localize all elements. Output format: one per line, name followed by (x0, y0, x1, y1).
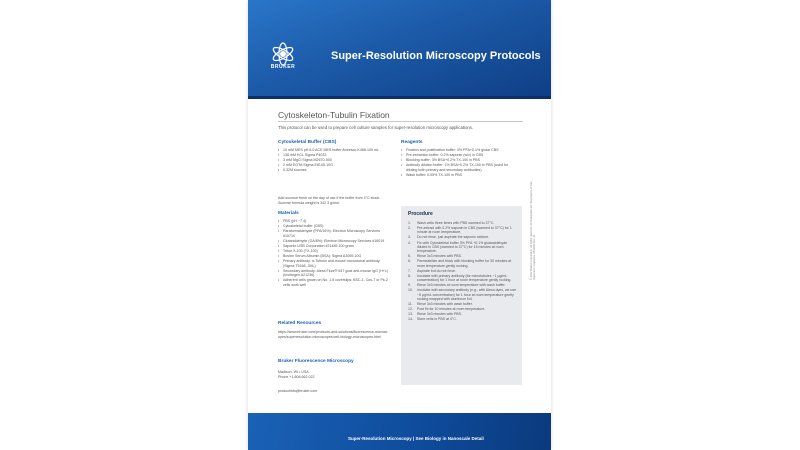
list-item: • Antibody dilution buffer: 1% BSA+0.2% TX-100 in PBS (used for diluting both primary and secondary antibodies) (401, 163, 519, 172)
procedure-steps (408, 221, 518, 322)
title-divider (278, 121, 523, 122)
list-item: • 10 mM MES pH 6.0 ACE MES buffer Amresco K488-100 mL (278, 148, 390, 153)
page-title: Cytoskeleton-Tubulin Fixation (278, 110, 390, 120)
related-heading: Related Resources (278, 321, 322, 326)
list-item: • PBS (pH ~7.4) (278, 219, 390, 224)
procedure-step: 7. Aspirate but do not rinse. (408, 268, 456, 273)
procedure-panel (401, 206, 522, 385)
list-item: • Blocking buffer: 3% BSA+0.2% TX-100 in PBS (401, 158, 519, 163)
list-item: • Secondary antibody: Alexa Fluor® 647 goat anti-mouse IgG (H+L) (Invitrogen A21236) (278, 269, 390, 278)
procedure-step: 3. Do not rinse, just aspirate the saponin mixture. (408, 235, 490, 240)
cbs-note: Add sucrose fresh on the day of use if the buffer from 4°C stock. Sucrose formula weight is 342.3 g/mol. (278, 196, 381, 205)
related-link[interactable]: https://www.bruker.com/products-and-solutions/fluorescence-microscopes/superresolution-microscopes/cell-biology-microscopes.html (278, 330, 388, 339)
list-item: • Glutaraldehyde (GA/8%): Electron Microscopy Services #16019 (278, 239, 390, 244)
procedure-step: 8. Incubate with primary antibody (for microtubules ~1 µg/mL concentration) for 1 hour at room temperature gently rocking. (408, 273, 512, 283)
footer-banner (248, 413, 551, 450)
list-item: • Saponin-USB Corporation #21485 100 gram (278, 244, 390, 249)
brand-name: BRUKER (270, 64, 296, 70)
list-item: • Triton X-100 (TX-100) (278, 249, 390, 254)
procedure-step: 1. Wash cells three times with PBS warmed to 37°C. (408, 221, 495, 225)
procedure-step: 14. Store cells in PBS at 4°C. (408, 317, 457, 322)
contact-heading: Bruker Fluorescence Microscopy (278, 359, 354, 364)
cbs-list (278, 148, 390, 173)
procedure-step: 11. Rinse 3x3 minutes with wash buffer. (408, 302, 473, 307)
list-item: • 3 mM MgCl Sigma M2670-500 (278, 158, 390, 163)
list-item: • Paraformaldehyde (PFA/16%): Electron Microscopy Services #15710 (278, 229, 390, 238)
procedure-heading: Procedure (408, 211, 433, 217)
document-page (248, 0, 551, 450)
procedure-step: 10. Incubate with secondary antibody (e.g., with Alexa dyes, we use ~5 µg/mL concentration) for 1 hour at room temperature gently rocking wrapped with aluminum foil. (408, 288, 517, 301)
cbs-heading: Cytoskeletal Buffer (CBS) (278, 140, 337, 145)
list-item: • Fixation and postfixation buffer: 3% PFA+0.1% glutar CBS (401, 148, 519, 153)
copyright-note: © 2022 Bruker Corporation. All rights reserved. All trademarks are the property of their respective companies. DP0000 Rev. A1 (530, 181, 537, 280)
list-item: • Pre-extraction buffer: 0.2% saponin (w/v) in CBS (401, 153, 519, 158)
list-item: • Adherent cells grown on No. 1.5 coverslips: BSC-1, Cos-7 or Pk-2 cells work well (278, 278, 390, 287)
reagents-list (401, 148, 519, 178)
procedure-step: 6. Permeabilize and block with blocking buffer for 30 minutes at room temperature gently rocking. (408, 259, 512, 268)
list-item: • 0.32M sucrose (278, 168, 390, 173)
intro-text: This protocol can be used to prepare cell culture samples for super-resolution microscopy applications. (278, 125, 474, 130)
procedure-step: 13. Rinse 3x3 minutes with PBS. (408, 312, 462, 317)
list-item: • 138 mM KCL Sigma P4033 (278, 153, 390, 158)
banner-title: Super-Resolution Microscopy Protocols (331, 50, 541, 62)
header-banner (248, 0, 551, 96)
procedure-step: 4. Fix with Cytoskeletal buffer 3% PFA +0.1% glutaraldehyde diluted in CBS (warmed to 37°C) for 15 minutes at room temperature. (408, 240, 508, 254)
procedure-step: 5. Rinse 3x3 minutes with PBS. (408, 254, 462, 259)
contact-email[interactable]: productinfo@bruker.com (278, 389, 318, 393)
reagents-heading: Reagents (401, 140, 423, 145)
materials-list (278, 219, 390, 288)
footer-tagline: Super-Resolution Microscopy | See Biology in Nanoscale Detail (348, 436, 484, 441)
procedure-step: 12. Post fix for 10 minutes at room temperature. (408, 307, 486, 312)
procedure-step: 2. Pre-extract with 0.2% saponin in CBS (warmed to 37°C) for 1 minute at room temperature. (408, 226, 512, 235)
materials-heading: Materials (278, 211, 299, 216)
procedure-step: 9. Rinse 3x3 minutes at room temperature with wash buffer. (408, 283, 506, 288)
list-item: • 2 mM EGTA Sigma E8145-10G (278, 163, 390, 168)
contact-phone: Phone +1.608.662.022 (278, 375, 315, 379)
contact-address: Madison, WI • USA (278, 370, 309, 374)
list-item: • Cytoskeletal buffer (CBS) (278, 224, 390, 229)
list-item: • Bovine Serum Albumin (BSA): Sigma A3059-10G (278, 254, 390, 259)
banner-divider (248, 96, 551, 99)
list-item: • Primary antibody: α-Tubulin anti-mouse monoclonal antibody (Sigma T5168, 2ML) (278, 259, 390, 268)
list-item: • Wash buffer: 0.05% TX-100 in PBS (401, 173, 519, 178)
